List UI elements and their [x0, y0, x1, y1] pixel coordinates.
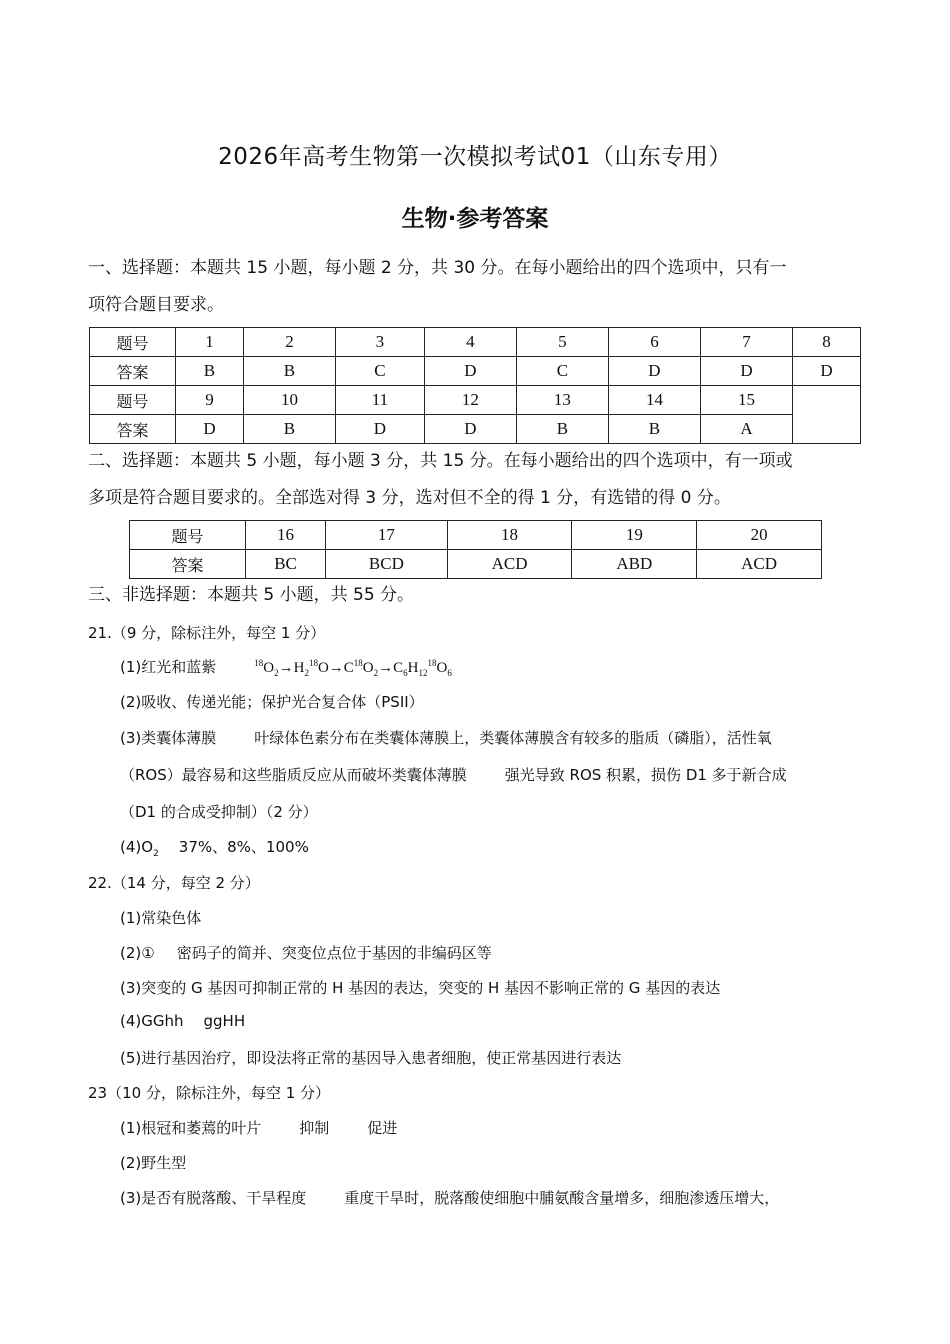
label-cell: 答案	[130, 550, 246, 579]
q23-answer-1	[120, 1117, 397, 1138]
q23-answer-2: (2)野生型	[120, 1154, 187, 1172]
answer-cell: B	[516, 415, 608, 444]
number-cell: 17	[326, 521, 448, 550]
number-cell: 18	[447, 521, 572, 550]
part2-line1: 二、选择题：本题共 5 小题，每小题 3 分，共 15 分。在每小题给出的四个选项中，有一项或	[88, 451, 793, 471]
table-row	[90, 357, 861, 386]
answer-cell: B	[608, 415, 700, 444]
number-cell: 7	[700, 328, 792, 357]
answer-text: (3)类囊体薄膜	[120, 729, 217, 747]
answer-cell: ABD	[572, 550, 697, 579]
answer-text: （ROS）最容易和这些脂质反应从而破坏类囊体薄膜	[120, 766, 467, 784]
label-cell: 题号	[90, 328, 176, 357]
empty-cell	[793, 386, 861, 444]
answer-cell: B	[243, 415, 335, 444]
answer-text: 促进	[367, 1119, 398, 1137]
number-cell: 2	[243, 328, 335, 357]
number-cell: 6	[608, 328, 700, 357]
answer-cell: C	[516, 357, 608, 386]
answer-text: 抑制	[299, 1119, 330, 1137]
q23-answer-3	[120, 1187, 779, 1208]
number-cell: 14	[608, 386, 700, 415]
answer-text: 重度干旱时，脱落酸使细胞中脯氨酸含量增多，细胞渗透压增大，	[344, 1189, 780, 1207]
table-row	[90, 386, 861, 415]
number-cell: 11	[335, 386, 424, 415]
number-cell: 1	[176, 328, 244, 357]
answer-cell: C	[335, 357, 424, 386]
q21-answer-3-line1	[120, 727, 772, 748]
number-cell: 10	[243, 386, 335, 415]
label-cell: 题号	[130, 521, 246, 550]
answer-text: 密码子的简并、突变位点位于基因的非编码区等	[176, 944, 492, 962]
answer-text: ggHH	[203, 1012, 246, 1030]
part1-instructions	[88, 253, 868, 321]
q22-heading: 22.（14 分，每空 2 分）	[88, 874, 260, 892]
table-row	[130, 521, 822, 550]
answer-cell: BC	[246, 550, 326, 579]
number-cell: 8	[793, 328, 861, 357]
answer-cell: D	[335, 415, 424, 444]
label-cell: 题号	[90, 386, 176, 415]
part2-instructions	[88, 446, 868, 514]
part2-line2: 多项是符合题目要求的。全部选对得 3 分，选对但不全的得 1 分，有选错的得 0 分。	[88, 488, 731, 508]
number-cell: 12	[424, 386, 516, 415]
table-row	[90, 328, 861, 357]
part1-line2: 项符合题目要求。	[88, 295, 224, 315]
q22-answer-2	[120, 942, 492, 963]
number-cell: 15	[700, 386, 792, 415]
answer-cell: A	[700, 415, 792, 444]
answer-cell: BCD	[326, 550, 448, 579]
answer-text: (2)①	[120, 944, 155, 962]
answer-text: 叶绿体色素分布在类囊体薄膜上，类囊体薄膜含有较多的脂质（磷脂），活性氧	[254, 729, 772, 747]
answer-cell: B	[243, 357, 335, 386]
table-row	[90, 415, 861, 444]
number-cell: 13	[516, 386, 608, 415]
photosynthesis-formula: $^{18}O_2\to H_2^{18}O\to C^{18}O_2\to C_6H_{12}^{18}O_6$	[254, 658, 452, 678]
number-cell: 19	[572, 521, 697, 550]
answer-cell: D	[793, 357, 861, 386]
answer-cell: D	[424, 415, 516, 444]
part3-heading: 三、非选择题：本题共 5 小题，共 55 分。	[88, 585, 415, 605]
number-cell: 20	[697, 521, 822, 550]
number-cell: 16	[246, 521, 326, 550]
answer-text: (4)GGhh	[120, 1012, 184, 1030]
q21-answer-3-line3: （D1 的合成受抑制）（2 分）	[120, 803, 318, 821]
answer-text: 强光导致 ROS 积累，损伤 D1 多于新合成	[504, 766, 787, 784]
q21-heading: 21.（9 分，除标注外，每空 1 分）	[88, 624, 326, 642]
part2-answer-table	[129, 520, 822, 579]
q21-answer-4	[120, 836, 309, 859]
answer-text: (4)O	[120, 838, 154, 856]
q22-answer-4	[120, 1012, 245, 1030]
q22-answer-5: (5)进行基因治疗，即设法将正常的基因导入患者细胞，使正常基因进行表达	[120, 1049, 622, 1067]
answer-text: (1)根冠和萎蔫的叶片	[120, 1119, 262, 1137]
page-title: 2026年高考生物第一次模拟考试01（山东专用）	[218, 144, 732, 170]
answer-cell: D	[608, 357, 700, 386]
q21-answer-1	[120, 656, 452, 678]
answer-cell: D	[700, 357, 792, 386]
number-cell: 5	[516, 328, 608, 357]
table-row	[130, 550, 822, 579]
answer-text: (1)红光和蓝紫	[120, 658, 217, 676]
q22-answer-3: (3)突变的 G 基因可抑制正常的 H 基因的表达，突变的 H 基因不影响正常的 G 基因的表达	[120, 979, 721, 997]
subscript: 2	[153, 849, 159, 859]
answer-cell: ACD	[697, 550, 822, 579]
q21-answer-2: (2)吸收、传递光能；保护光合复合体（PSII）	[120, 693, 424, 711]
number-cell: 4	[424, 328, 516, 357]
answer-cell: D	[424, 357, 516, 386]
q22-answer-1: (1)常染色体	[120, 909, 202, 927]
page-subtitle: 生物·参考答案	[401, 206, 549, 232]
part1-line1: 一、选择题：本题共 15 小题，每小题 2 分，共 30 分。在每小题给出的四个选项中，只有一	[88, 258, 787, 278]
answer-text: 37%、8%、100%	[178, 838, 309, 856]
number-cell: 9	[176, 386, 244, 415]
answer-text: (3)是否有脱落酸、干旱程度	[120, 1189, 307, 1207]
part1-answer-table	[89, 327, 861, 444]
answer-cell: B	[176, 357, 244, 386]
q21-answer-3-line2	[120, 764, 787, 785]
number-cell: 3	[335, 328, 424, 357]
answer-cell: D	[176, 415, 244, 444]
label-cell: 答案	[90, 357, 176, 386]
q23-heading: 23（10 分，除标注外，每空 1 分）	[88, 1084, 331, 1102]
label-cell: 答案	[90, 415, 176, 444]
answer-cell: ACD	[447, 550, 572, 579]
